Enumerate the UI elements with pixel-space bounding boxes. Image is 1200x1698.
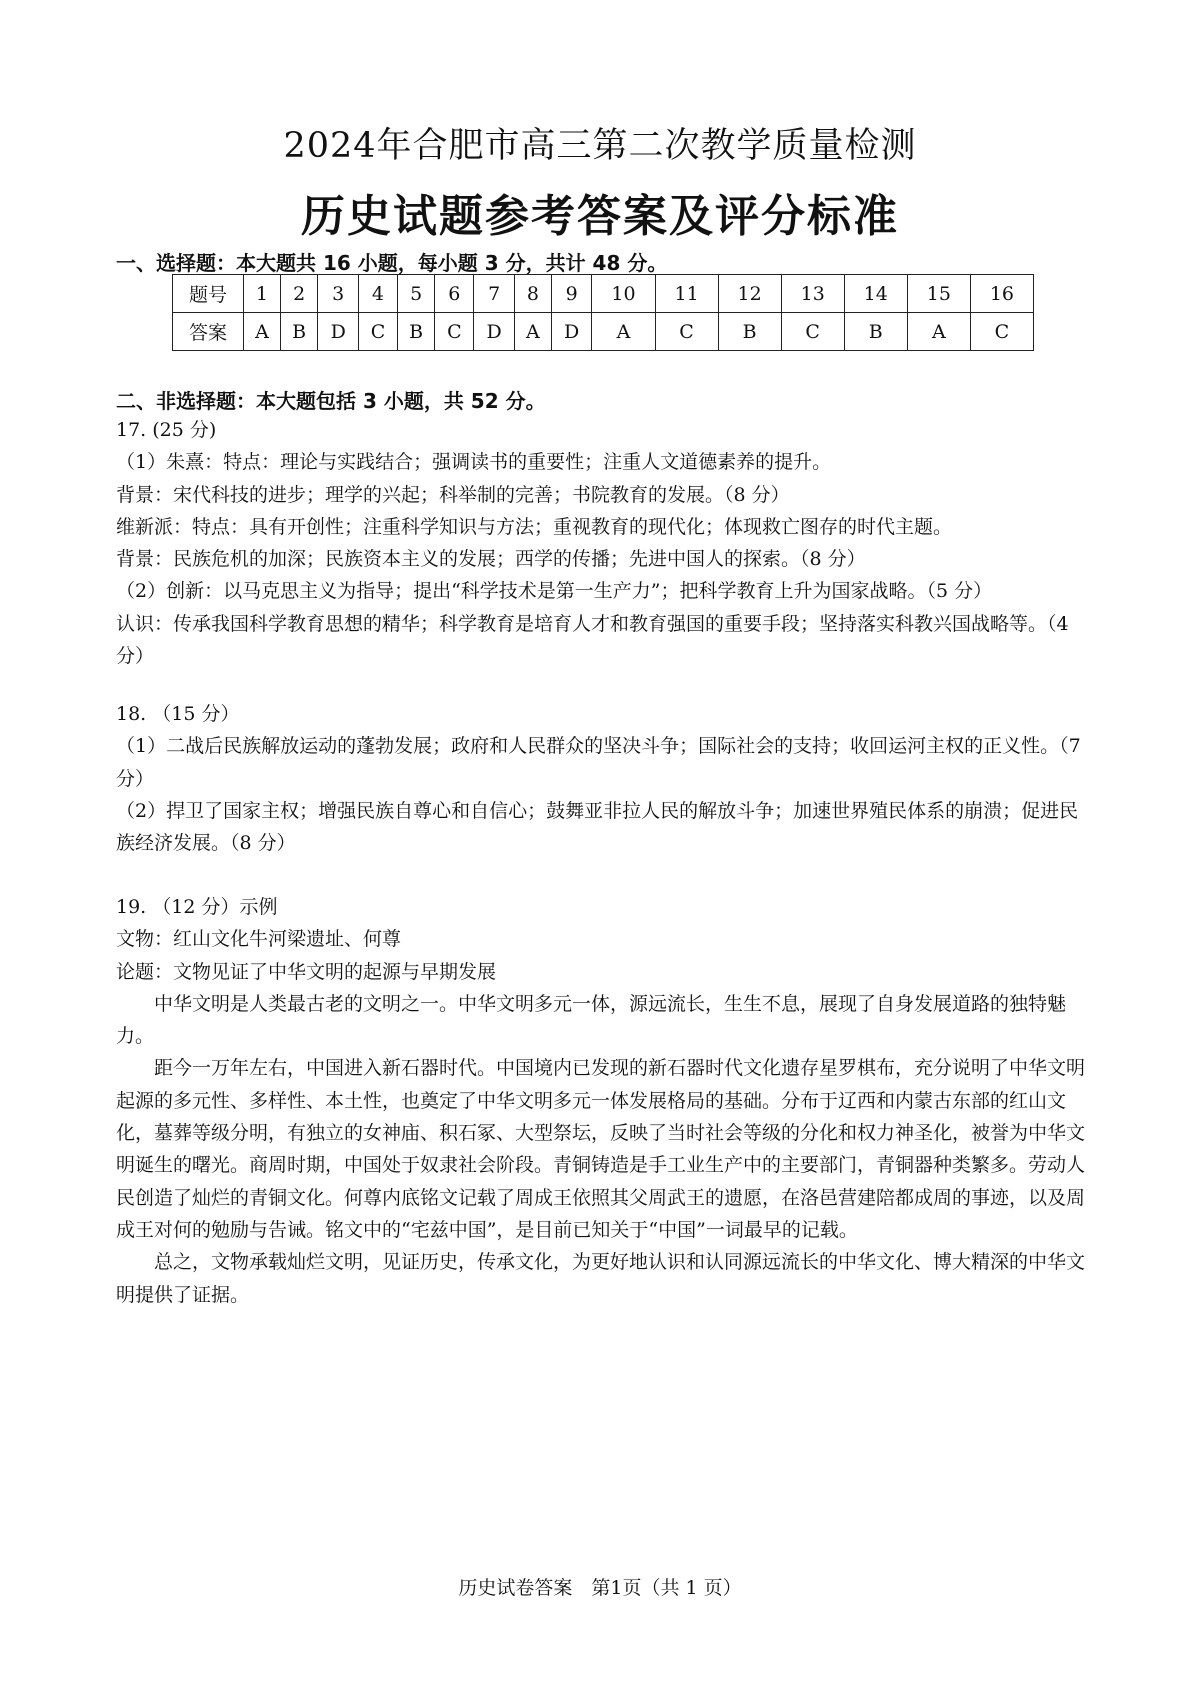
answer-cell: C (359, 313, 398, 351)
q19-relic: 文物：红山文化牛河梁遗址、何尊 (116, 928, 402, 951)
q18-heading: 18. （15 分） (116, 703, 240, 725)
q17-line: 认识：传承我国科学教育思想的精华；科学教育是培育人才和教育强国的重要手段；坚持落实科教兴国战略等。（4 分） (116, 612, 1069, 668)
question-number: 10 (592, 275, 655, 313)
row-label-number: 题号 (173, 275, 244, 313)
row-label-answer: 答案 (173, 313, 244, 351)
question-number: 4 (359, 275, 398, 313)
answer-cell: D (474, 313, 515, 351)
question-number: 8 (514, 275, 551, 313)
q17-heading: 17. (25 分) (116, 419, 217, 441)
question-number: 6 (435, 275, 474, 313)
answer-cell: D (551, 313, 592, 351)
section-1-heading: 一、选择题：本大题共 16 小题，每小题 3 分，共计 48 分。 (116, 251, 668, 275)
q17-line: 背景：民族危机的加深；民族资本主义的发展；西学的传播；先进中国人的探索。（8 分） (116, 548, 866, 571)
question-number: 15 (907, 275, 970, 313)
q17-line: 背景：宋代科技的进步；理学的兴起；科举制的完善；书院教育的发展。（8 分） (116, 483, 790, 506)
answer-cell: A (244, 313, 281, 351)
q17-line: （2）创新：以马克思主义为指导；提出“科学技术是第一生产力”；把科学教育上升为国家战略。（5 分） (116, 580, 993, 603)
answer-cell: A (907, 313, 970, 351)
question-number: 11 (655, 275, 718, 313)
answer-cell: C (655, 313, 718, 351)
answer-table-number-row (173, 275, 1034, 313)
exam-title: 2024年合肥市高三第二次教学质量检测 (283, 126, 917, 166)
q19-heading: 19. （12 分）示例 (116, 896, 278, 918)
answer-cell: B (844, 313, 907, 351)
question-number: 3 (318, 275, 359, 313)
answer-cell: A (514, 313, 551, 351)
question-number: 16 (970, 275, 1033, 313)
answer-cell: A (592, 313, 655, 351)
question-number: 12 (718, 275, 781, 313)
answer-cell: B (718, 313, 781, 351)
answer-cell: B (397, 313, 434, 351)
question-19-answer (116, 891, 1092, 1311)
section-2-heading: 二、非选择题：本大题包括 3 小题，共 52 分。 (116, 389, 546, 413)
answer-cell: C (781, 313, 844, 351)
q18-line: （2）捍卫了国家主权；增强民族自尊心和自信心；鼓舞亚非拉人民的解放斗争；加速世界殖民体系的崩溃；促进民族经济发展。（8 分） (116, 799, 1079, 855)
answer-table-answer-row (173, 313, 1034, 351)
q17-line: 维新派：特点：具有开创性；注重科学知识与方法；重视教育的现代化；体现救亡图存的时代主题。 (116, 515, 953, 538)
question-18-answer (116, 698, 1092, 859)
question-number: 5 (397, 275, 434, 313)
q19-paragraph: 距今一万年左右，中国进入新石器时代。中国境内已发现的新石器时代文化遗存星罗棋布，充分说明了中华文明起源的多元性、多样性、本土性，也奠定了中华文明多元一体发展格局的基础。分布于辽西和内蒙古东部的红山文化，墓葬等级分明，有独立的女神庙、积石冢、大型祭坛，反映了当时社会等级的分化和权力神圣化，被誉为中华文明诞生的曙光。商周时期，中国处于奴隶社会阶段。青铜铸造是手工业生产中的主要部门，青铜器种类繁多。劳动人民创造了灿烂的青铜文化。何尊内底铭文记载了周成王依照其父周武王的遗愿，在洛邑营建陪都成周的事迹，以及周成王对何的勉励与告诫。铭文中的“宅兹中国”，是目前已知关于“中国”一词最早的记载。 (116, 1057, 1086, 1241)
document-title: 历史试题参考答案及评分标准 (301, 191, 899, 242)
answer-cell: C (970, 313, 1033, 351)
answer-table (172, 274, 1034, 351)
answer-cell: C (435, 313, 474, 351)
q19-paragraph: 总之，文物承载灿烂文明，见证历史，传承文化，为更好地认识和认同源远流长的中华文化、博大精深的中华文明提供了证据。 (116, 1251, 1086, 1306)
question-number: 7 (474, 275, 515, 313)
answer-cell: B (280, 313, 317, 351)
question-number: 2 (280, 275, 317, 313)
q17-line: （1）朱熹：特点：理论与实践结合；强调读书的重要性；注重人文道德素养的提升。 (116, 451, 832, 474)
question-number: 14 (844, 275, 907, 313)
q19-paragraph: 中华文明是人类最古老的文明之一。中华文明多元一体，源远流长，生生不息，展现了自身发展道路的独特魅力。 (116, 992, 1067, 1048)
answer-cell: D (318, 313, 359, 351)
question-number: 13 (781, 275, 844, 313)
question-17-answer (116, 414, 1092, 672)
question-number: 1 (244, 275, 281, 313)
question-number: 9 (551, 275, 592, 313)
q19-topic: 论题：文物见证了中华文明的起源与早期发展 (116, 960, 497, 983)
q18-line: （1）二战后民族解放运动的蓬勃发展；政府和人民群众的坚决斗争；国际社会的支持；收回运河主权的正义性。（7 分） (116, 735, 1081, 790)
page-footer: 历史试卷答案 第1页（共 1 页） (458, 1577, 742, 1599)
